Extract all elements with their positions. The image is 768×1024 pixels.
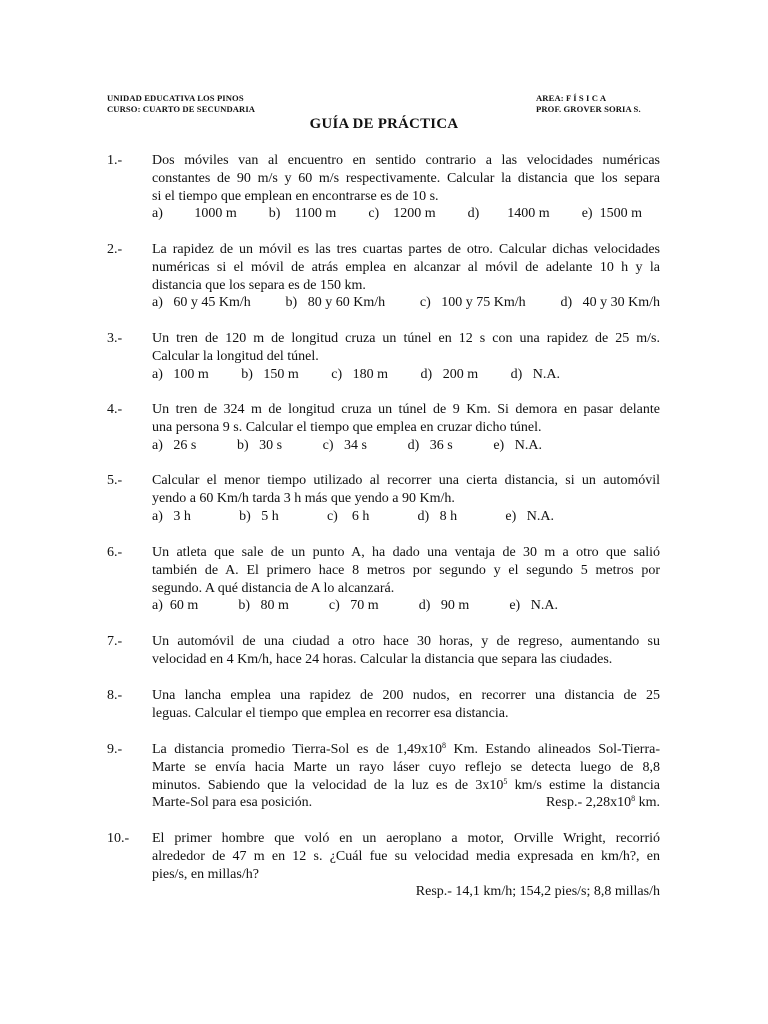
- question-line: numéricas si el móvil de atrás emplea en alcanzar al móvil de adelante 10 h y la: [152, 259, 660, 275]
- option-a: a) 26 s: [152, 437, 197, 453]
- question-line: Marte se envía hacia Marte un rayo láser cuyo reflejo se detecta luego de 8,8: [152, 759, 660, 775]
- option-c: c) 70 m: [328, 598, 379, 614]
- question-number: 3.-: [107, 331, 123, 346]
- option-a: a) 60 m: [152, 598, 199, 614]
- question-line: [152, 741, 660, 759]
- question-line: [152, 777, 660, 795]
- question-number: 2.-: [107, 242, 123, 257]
- text-segment: km/s estime la distancia: [507, 777, 660, 793]
- option-a: a) 60 y 45 Km/h: [152, 295, 251, 311]
- options-row: [152, 205, 642, 223]
- question-line: [152, 794, 660, 812]
- question-line: Un tren de 120 m de longitud cruza un túnel en 12 s con una rapidez de 25 m/s.: [152, 331, 660, 346]
- text-segment: minutos. Sabiendo que la velocidad de la luz es de 3x10: [152, 777, 504, 793]
- option-e: e) N.A.: [493, 437, 542, 453]
- options-row: [152, 597, 558, 615]
- page-title: GUÍA DE PRÁCTICA: [309, 116, 459, 132]
- answer: [546, 794, 660, 812]
- question-number: 5.-: [107, 473, 123, 488]
- question-number: 10.-: [107, 831, 130, 846]
- option-e: e) 1500 m: [581, 206, 642, 222]
- school-name: UNIDAD EDUCATIVA LOS PINOS: [107, 93, 244, 103]
- exponent: 8: [631, 794, 636, 804]
- option-d: d) 40 y 30 Km/h: [560, 295, 660, 311]
- question-line: Calcular el menor tiempo utilizado al recorrer una cierta distancia, si un automóvil: [152, 473, 660, 488]
- question-line: si el tiempo que emplean en encontrarse es de 10 s.: [152, 188, 439, 204]
- question-number: 9.-: [107, 742, 123, 757]
- option-d: d) 36 s: [407, 437, 453, 453]
- options-row: [152, 294, 660, 312]
- option-c: c) 180 m: [331, 366, 389, 382]
- question-line: El primer hombre que voló en un aeroplano a motor, Orville Wright, recorrió: [152, 831, 660, 846]
- exponent: 5: [503, 776, 508, 786]
- question-line: distancia que los separa es de 150 km.: [152, 277, 366, 293]
- option-b: b) 5 h: [239, 508, 279, 524]
- option-d: d) 8 h: [417, 508, 458, 524]
- option-c: c) 6 h: [326, 508, 370, 524]
- option-b: b) 80 m: [238, 598, 289, 614]
- answer-text: Resp.- 2,28x10: [545, 795, 632, 811]
- question-line: Un automóvil de una ciudad a otro hace 30 horas, y de regreso, aumentando su: [152, 634, 660, 649]
- question-number: 8.-: [107, 688, 123, 703]
- options-row: [152, 437, 542, 455]
- option-c: c) 1200 m: [368, 206, 436, 222]
- question-line: Una lancha emplea una rapidez de 200 nudos, en recorrer una distancia de 25: [152, 688, 660, 703]
- option-a: a) 100 m: [152, 366, 209, 382]
- question-line: una persona 9 s. Calcular el tiempo que emplea en cruzar dicho túnel.: [152, 419, 542, 435]
- question-line: alrededor de 47 m en 12 s. ¿Cuál fue su velocidad media expresada en km/h?, en: [152, 848, 660, 864]
- course-label: CURSO: CUARTO DE SECUNDARIA: [107, 104, 256, 114]
- option-c: c) 34 s: [322, 437, 367, 453]
- question-line: Un atleta que sale de un punto A, ha dado una ventaja de 30 m a otro que salió: [152, 545, 660, 560]
- option-b: b) 30 s: [236, 437, 283, 453]
- text-segment: Km. Estando alineados Sol-Tierra-: [446, 742, 660, 757]
- question-line: Un tren de 324 m de longitud cruza un túnel de 9 Km. Si demora en pasar delante: [152, 402, 660, 417]
- text-segment: La distancia promedio Tierra-Sol es de 1,49x10: [152, 742, 443, 757]
- question-line: velocidad en 4 Km/h, hace 24 horas. Calcular la distancia que separa las ciudades.: [152, 651, 613, 667]
- teacher-label: PROF. GROVER SORIA S.: [536, 104, 641, 114]
- option-e: d) N.A.: [510, 366, 560, 382]
- area-label: AREA: F Í S I C A: [536, 93, 607, 103]
- text-segment: Marte-Sol para esa posición.: [152, 795, 313, 811]
- question-line: yendo a 60 Km/h tarda 3 h más que yendo a 90 Km/h.: [152, 490, 455, 506]
- answer: Resp.- 14,1 km/h; 154,2 pies/s; 8,8 millas/h: [415, 884, 660, 900]
- option-b: b) 150 m: [241, 366, 299, 382]
- option-e: e) N.A.: [505, 508, 554, 524]
- question-number: 4.-: [107, 402, 123, 417]
- question-line: pies/s, en millas/h?: [152, 866, 259, 882]
- option-b: b) 1100 m: [268, 206, 337, 222]
- option-a: a) 3 h: [152, 508, 191, 524]
- question-line: Calcular la longitud del túnel.: [152, 348, 319, 364]
- option-d: d) 1400 m: [467, 206, 550, 222]
- options-row: [152, 508, 554, 526]
- question-number: 1.-: [107, 153, 123, 168]
- answer-text: km.: [635, 795, 660, 811]
- question-line: también de A. El primero hace 8 metros por segundo y el segundo 5 metros por: [152, 562, 660, 578]
- option-e: e) N.A.: [509, 598, 558, 614]
- option-b: b) 80 y 60 Km/h: [285, 295, 386, 311]
- option-d: d) 90 m: [418, 598, 470, 614]
- options-row: [152, 366, 560, 384]
- question-line: La rapidez de un móvil es las tres cuartas partes de otro. Calcular dichas velocidades: [152, 242, 660, 257]
- exponent: 8: [442, 741, 447, 750]
- option-d: d) 200 m: [420, 366, 479, 382]
- option-c: c) 100 y 75 Km/h: [419, 295, 526, 311]
- option-a: a) 1000 m: [152, 206, 237, 222]
- question-line: Dos móviles van al encuentro en sentido contrario a las velocidades numéricas: [152, 153, 660, 168]
- question-number: 7.-: [107, 634, 123, 649]
- question-line: segundo. A qué distancia de A lo alcanzará.: [152, 580, 395, 596]
- question-line: constantes de 90 m/s y 60 m/s respectivamente. Calcular la distancia que los separa: [152, 170, 660, 186]
- question-line: leguas. Calcular el tiempo que emplea en recorrer esa distancia.: [152, 705, 509, 721]
- question-number: 6.-: [107, 545, 123, 560]
